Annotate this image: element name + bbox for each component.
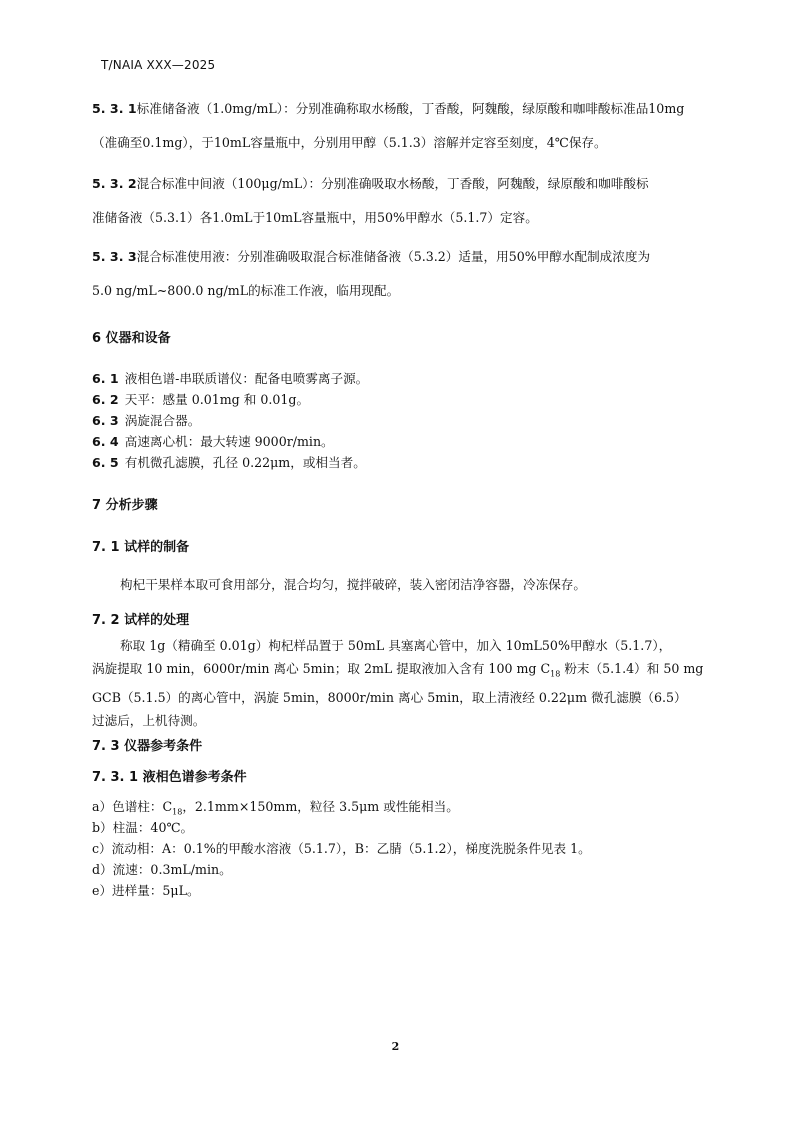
body-line: 称取 1g（精确至 0.01g）枸杞样品置于 50mL 具塞离心管中，加入 10mL50%甲醇水（5.1.7）， [120,638,672,653]
section-5-3-3 [92,240,704,308]
item-number: 6. 1 [92,371,119,386]
condition-text: ，2.1mm×150mm，粒径 3.5μm 或性能相当。 [182,799,459,814]
section-text: 混合标准中间液（100μg/mL）：分别准确吸取水杨酸，丁香酸，阿魏酸，绿原酸和咖啡酸标 [136,176,649,191]
section-number: 5. 3. 1 [92,101,137,116]
section-text-cont: 准储备液（5.3.1）各1.0mL于10mL容量瓶中，用50%甲醇水（5.1.7）定容。 [92,210,538,225]
condition-text: a）色谱柱：C [92,799,173,814]
instrument-item [92,452,366,471]
section-text: 标准储备液（1.0mg/mL）：分别准确称取水杨酸，丁香酸，阿魏酸，绿原酸和咖啡酸标准品10mg [136,101,685,116]
item-number: 6. 4 [92,434,119,449]
section-number: 5. 3. 2 [92,176,137,191]
item-number: 6. 3 [92,413,119,428]
item-text: 天平：感量 0.01mg 和 0.01g。 [124,392,310,407]
section-number: 5. 3. 3 [92,249,137,264]
section-7-3-1-title: 7. 3. 1 液相色谱参考条件 [92,770,247,785]
body-text: 涡旋提取 10 min，6000r/min 离心 5min；取 2mL 提取液加入含有 100 mg C [92,661,551,676]
section-7-3-title: 7. 3 仪器参考条件 [92,739,203,754]
instrument-item [92,431,334,450]
section-text-cont: （准确至0.1mg），于10mL容量瓶中，分别用甲醇（5.1.3）溶解并定容至刻度，4℃保存。 [92,135,607,150]
instrument-item [92,410,200,429]
section-5-3-2 [92,167,704,235]
item-text: 液相色谱-串联质谱仪：配备电喷雾离子源。 [124,371,369,386]
body-text: 粉末（5.1.4）和 50 mg [560,661,704,676]
lc-condition-e: e）进样量：5μL。 [92,883,200,898]
instrument-item [92,389,309,408]
section-5-3-1 [92,92,704,160]
section-7-1-title: 7. 1 试样的制备 [92,540,190,555]
subscript: 18 [172,807,183,817]
item-text: 有机微孔滤膜，孔径 0.22μm，或相当者。 [124,455,366,470]
body-line [92,657,704,686]
section-7-2-body [92,634,704,732]
body-line: GCB（5.1.5）的离心管中，涡旋 5min，8000r/min 离心 5min，取上清液经 0.22μm 微孔滤膜（6.5） [92,689,687,705]
instrument-item [92,368,368,387]
document-id-header: T/NAIA XXX—2025 [101,58,216,72]
section-7-2-title: 7. 2 试样的处理 [92,613,190,628]
lc-condition-c: c）流动相：A：0.1%的甲酸水溶液（5.1.7），B：乙腈（5.1.2），梯度洗脱条件见表 1。 [92,841,591,856]
item-text: 高速离心机：最大转速 9000r/min。 [124,434,334,449]
body-line: 过滤后，上机待测。 [92,712,206,728]
lc-condition-d: d）流速：0.3mL/min。 [92,862,232,877]
page-number: 2 [391,1040,400,1053]
subscript: 18 [550,669,561,679]
section-7-1-text: 枸杞干果样本取可食用部分，混合均匀，搅拌破碎，装入密闭洁净容器，冷冻保存。 [120,577,586,592]
section-7-title: 7 分析步骤 [92,498,158,513]
section-text-cont: 5.0 ng/mL~800.0 ng/mL的标准工作液，临用现配。 [92,283,400,298]
section-text: 混合标准使用液：分别准确吸取混合标准储备液（5.3.2）适量，用50%甲醇水配制成浓度为 [136,249,651,264]
lc-condition-b: b）柱温：40℃。 [92,820,194,835]
lc-condition-a [92,796,459,817]
item-number: 6. 5 [92,455,119,470]
item-text: 涡旋混合器。 [124,413,201,428]
section-6-title: 6 仪器和设备 [92,331,171,346]
item-number: 6. 2 [92,392,119,407]
